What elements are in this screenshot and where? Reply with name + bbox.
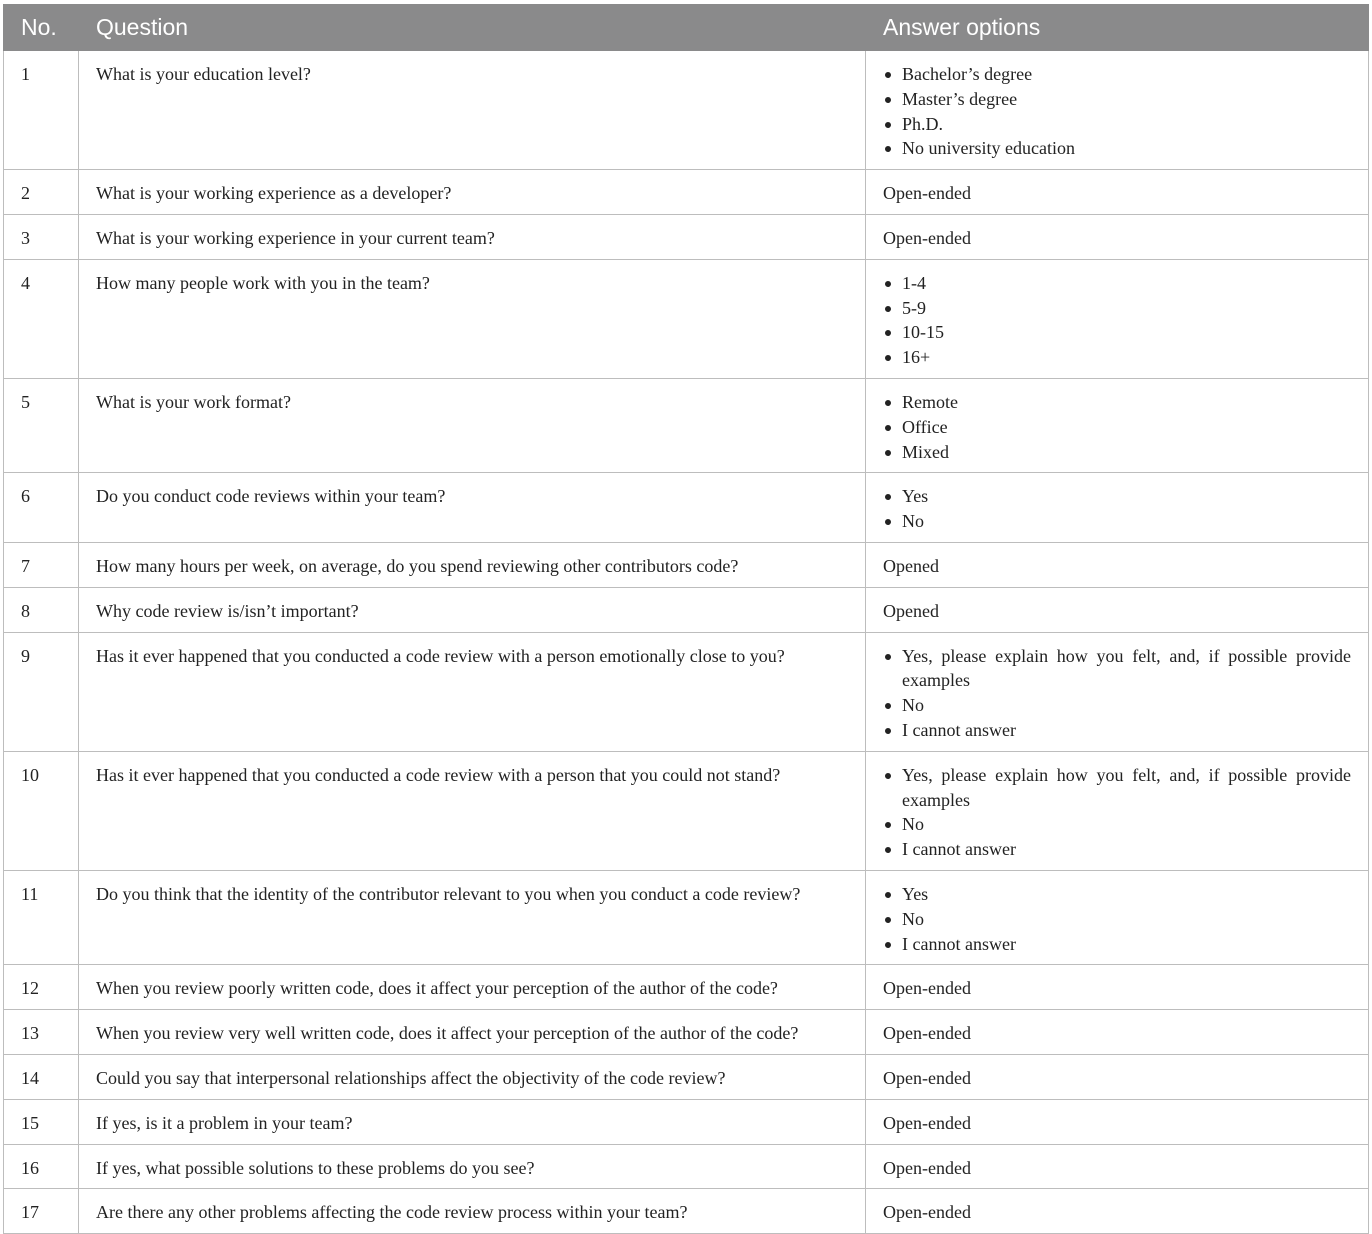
answer-options-cell (866, 965, 1369, 1010)
row-number: 8 (4, 587, 79, 632)
answer-option (883, 87, 1351, 112)
question-text: How many hours per week, on average, do you spend reviewing other contributors code? (79, 542, 866, 587)
answer-text: Open-ended (883, 183, 971, 204)
table-row (4, 51, 1369, 170)
table-row (4, 870, 1369, 964)
answer-option-text: 16+ (902, 347, 931, 368)
question-text: When you review poorly written code, does it affect your perception of the author of the code? (79, 965, 866, 1010)
row-number: 13 (4, 1010, 79, 1055)
answer-option (883, 837, 1351, 862)
answer-option (883, 415, 1351, 440)
answer-option-text: I cannot answer (902, 933, 1016, 954)
answer-options-list (883, 882, 1351, 956)
answer-option (883, 484, 1351, 509)
answer-option (883, 296, 1351, 321)
answer-option (883, 812, 1351, 837)
bullet-icon (885, 519, 891, 525)
bullet-icon (885, 494, 891, 500)
question-text: What is your work format? (79, 378, 866, 472)
header-no: No. (4, 5, 79, 51)
bullet-icon (885, 703, 891, 709)
answer-option-text: No (902, 814, 924, 835)
answer-options-cell (866, 587, 1369, 632)
question-text: Why code review is/isn’t important? (79, 587, 866, 632)
table-row (4, 965, 1369, 1010)
bullet-icon (885, 97, 891, 103)
bullet-icon (885, 942, 891, 948)
bullet-icon (885, 355, 891, 361)
answer-options-list (883, 271, 1351, 370)
bullet-icon (885, 281, 891, 287)
answer-option-text: Ph.D. (902, 113, 944, 134)
bullet-icon (885, 400, 891, 406)
row-number: 4 (4, 259, 79, 378)
answer-option (883, 932, 1351, 957)
answer-option (883, 907, 1351, 932)
bullet-icon (885, 847, 891, 853)
table-row (4, 214, 1369, 259)
table-row (4, 1010, 1369, 1055)
bullet-icon (885, 146, 891, 152)
answer-text: Opened (883, 600, 939, 621)
question-text: Are there any other problems affecting the code review process within your team? (79, 1189, 866, 1234)
answer-text: Open-ended (883, 1023, 971, 1044)
answer-options-cell (866, 751, 1369, 870)
answer-option-text: Yes, please explain how you felt, and, if possible provide examples (902, 764, 1351, 810)
question-text: What is your working experience in your current team? (79, 214, 866, 259)
question-text: Do you conduct code reviews within your team? (79, 473, 866, 543)
answer-option (883, 136, 1351, 161)
table-row (4, 542, 1369, 587)
question-text: Has it ever happened that you conducted a code review with a person emotionally close to you? (79, 632, 866, 751)
answer-option (883, 440, 1351, 465)
bullet-icon (885, 306, 891, 312)
row-number: 11 (4, 870, 79, 964)
question-text: What is your education level? (79, 51, 866, 170)
row-number: 6 (4, 473, 79, 543)
answer-options-cell (866, 1144, 1369, 1189)
table-row (4, 1144, 1369, 1189)
row-number: 3 (4, 214, 79, 259)
answer-option-text: 1-4 (902, 272, 926, 293)
survey-table (3, 4, 1369, 1234)
answer-options-cell (866, 1054, 1369, 1099)
answer-text: Open-ended (883, 1067, 971, 1088)
answer-option-text: Office (902, 416, 948, 437)
question-text: What is your working experience as a developer? (79, 170, 866, 215)
answer-option (883, 390, 1351, 415)
answer-option (883, 644, 1351, 694)
bullet-icon (885, 450, 891, 456)
answer-option-text: Yes, please explain how you felt, and, if possible provide examples (902, 645, 1351, 691)
answer-text: Open-ended (883, 1112, 971, 1133)
row-number: 1 (4, 51, 79, 170)
answer-options-cell (866, 1010, 1369, 1055)
answer-option (883, 763, 1351, 813)
answer-option-text: No (902, 695, 924, 716)
answer-option (883, 112, 1351, 137)
bullet-icon (885, 122, 891, 128)
question-text: Has it ever happened that you conducted a code review with a person that you could not stand? (79, 751, 866, 870)
answer-options-cell (866, 1189, 1369, 1234)
question-text: How many people work with you in the team? (79, 259, 866, 378)
answer-option-text: 5-9 (902, 297, 926, 318)
answer-option-text: No (902, 511, 924, 532)
answer-options-list (883, 763, 1351, 862)
answer-option-text: I cannot answer (902, 839, 1016, 860)
bullet-icon (885, 425, 891, 431)
question-text: Do you think that the identity of the contributor relevant to you when you conduct a code review? (79, 870, 866, 964)
answer-option-text: Yes (902, 883, 929, 904)
bullet-icon (885, 892, 891, 898)
question-text: If yes, what possible solutions to these problems do you see? (79, 1144, 866, 1189)
answer-options-list (883, 484, 1351, 534)
answer-option-text: I cannot answer (902, 719, 1016, 740)
answer-options-cell (866, 214, 1369, 259)
row-number: 7 (4, 542, 79, 587)
row-number: 10 (4, 751, 79, 870)
answer-option (883, 509, 1351, 534)
answer-option-text: No university education (902, 138, 1075, 159)
table-row (4, 587, 1369, 632)
row-number: 16 (4, 1144, 79, 1189)
answer-options-cell (866, 473, 1369, 543)
question-text: Could you say that interpersonal relationships affect the objectivity of the code review? (79, 1054, 866, 1099)
table-row (4, 170, 1369, 215)
answer-option-text: Remote (902, 391, 958, 412)
table-row (4, 632, 1369, 751)
bullet-icon (885, 822, 891, 828)
table-row (4, 1099, 1369, 1144)
answer-options-cell (866, 542, 1369, 587)
question-text: When you review very well written code, does it affect your perception of the author of the code? (79, 1010, 866, 1055)
header-answer-options: Answer options (866, 5, 1369, 51)
table-row (4, 1189, 1369, 1234)
bullet-icon (885, 917, 891, 923)
answer-options-cell (866, 632, 1369, 751)
bullet-icon (885, 654, 891, 660)
answer-option (883, 693, 1351, 718)
header-row (4, 5, 1369, 51)
table-row (4, 259, 1369, 378)
answer-text: Open-ended (883, 978, 971, 999)
bullet-icon (885, 773, 891, 779)
answer-options-cell (866, 378, 1369, 472)
answer-text: Opened (883, 555, 939, 576)
table-row (4, 1054, 1369, 1099)
answer-option (883, 271, 1351, 296)
row-number: 15 (4, 1099, 79, 1144)
answer-option-text: 10-15 (902, 322, 944, 343)
answer-option-text: Mixed (902, 441, 949, 462)
answer-text: Open-ended (883, 1202, 971, 1223)
question-text: If yes, is it a problem in your team? (79, 1099, 866, 1144)
answer-option-text: Yes (902, 486, 929, 507)
table-body (4, 51, 1369, 1234)
answer-option-text: Master’s degree (902, 88, 1018, 109)
answer-option (883, 718, 1351, 743)
answer-option (883, 882, 1351, 907)
row-number: 14 (4, 1054, 79, 1099)
table-row (4, 378, 1369, 472)
bullet-icon (885, 728, 891, 734)
answer-options-cell (866, 170, 1369, 215)
table-row (4, 751, 1369, 870)
answer-text: Open-ended (883, 227, 971, 248)
bullet-icon (885, 330, 891, 336)
answer-options-cell (866, 1099, 1369, 1144)
answer-option-text: No (902, 908, 924, 929)
answer-options-cell (866, 259, 1369, 378)
answer-options-cell (866, 51, 1369, 170)
row-number: 12 (4, 965, 79, 1010)
answer-option (883, 320, 1351, 345)
bullet-icon (885, 72, 891, 78)
answer-option (883, 62, 1351, 87)
answer-text: Open-ended (883, 1157, 971, 1178)
header-question: Question (79, 5, 866, 51)
answer-options-cell (866, 870, 1369, 964)
row-number: 9 (4, 632, 79, 751)
table-row (4, 473, 1369, 543)
answer-options-list (883, 62, 1351, 161)
answer-options-list (883, 390, 1351, 464)
answer-option (883, 345, 1351, 370)
answer-option-text: Bachelor’s degree (902, 64, 1033, 84)
row-number: 2 (4, 170, 79, 215)
row-number: 17 (4, 1189, 79, 1234)
answer-options-list (883, 644, 1351, 743)
row-number: 5 (4, 378, 79, 472)
